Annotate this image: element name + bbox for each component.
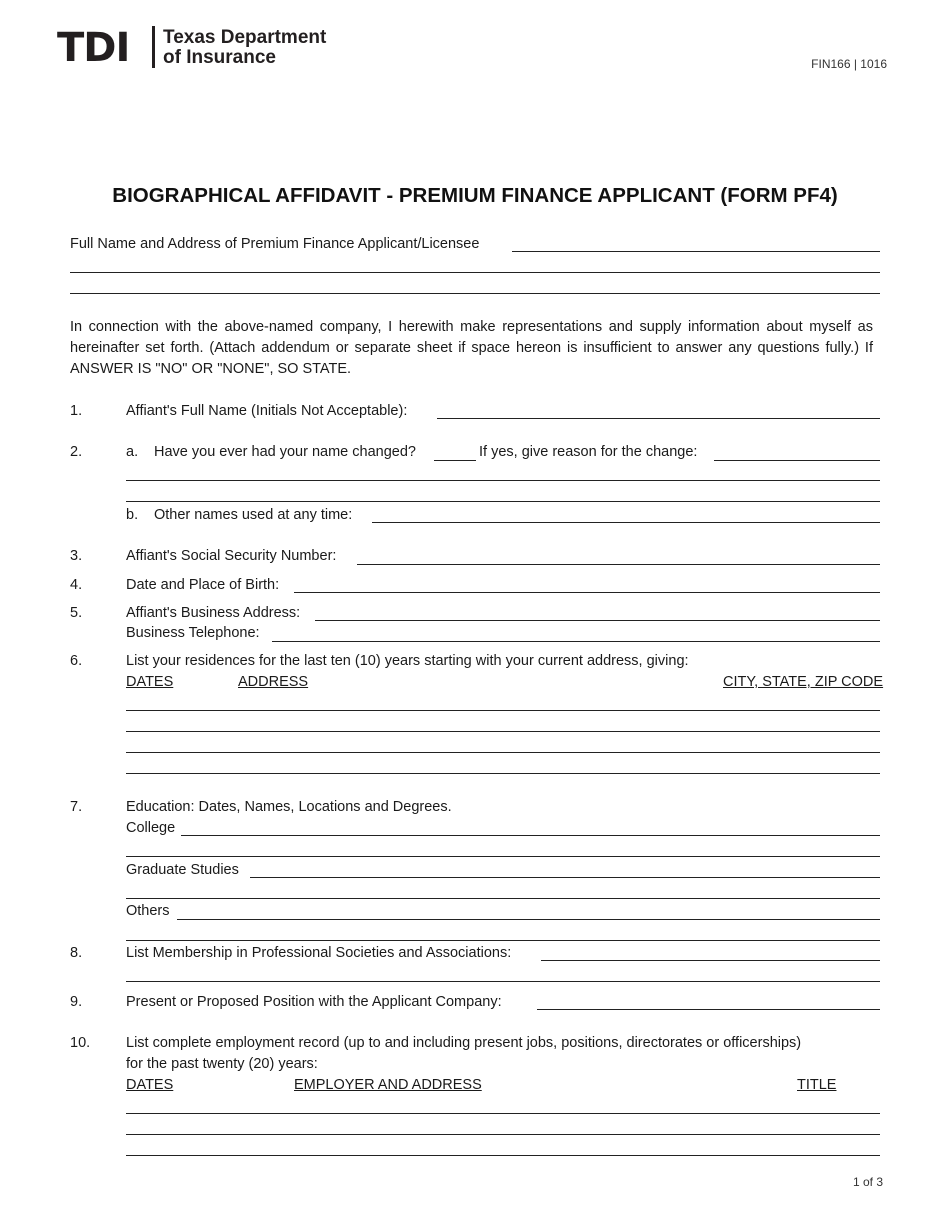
q5-line-2 (272, 641, 880, 642)
q10-line-3 (126, 1155, 880, 1156)
q9-line (537, 1009, 880, 1010)
q6-number: 6. (70, 653, 83, 669)
q10-col-title: TITLE (797, 1077, 837, 1093)
q2-number: 2. (70, 444, 83, 460)
logo-line-1: Texas Department (163, 27, 327, 48)
applicant-address-field-1[interactable] (70, 252, 880, 272)
other-education-field-2[interactable] (126, 920, 880, 940)
q3-label: Affiant's Social Security Number: (126, 548, 337, 564)
q4-number: 4. (70, 577, 83, 593)
q7-label: Education: Dates, Names, Locations and Degrees. (126, 799, 452, 815)
affiant-full-name-field[interactable] (437, 398, 880, 418)
employment-row-field[interactable] (126, 1114, 880, 1134)
page-number: 1 of 3 (852, 1175, 883, 1189)
intro-paragraph: In connection with the above-named company, I herewith make representations and supply information about myself as hereinafter set forth. (Attach addendum or separate sheet if space hereon is insufficient to answer any questions fully.) If ANSWER IS "NO" OR "NONE", SO STATE. (70, 319, 873, 377)
residence-row-field[interactable] (126, 711, 880, 731)
birth-date-place-field[interactable] (294, 572, 880, 592)
q1-line (437, 418, 880, 419)
q2b-line (372, 522, 880, 523)
q1-label: Affiant's Full Name (Initials Not Acceptable): (126, 403, 408, 419)
logo-line-2: of Insurance (163, 47, 276, 68)
logo-divider (152, 26, 155, 68)
q2a-letter: a. (126, 444, 139, 460)
q9-number: 9. (70, 994, 83, 1010)
q9-label: Present or Proposed Position with the Applicant Company: (126, 994, 502, 1010)
q8-label: List Membership in Professional Societies and Associations: (126, 945, 512, 961)
q6-line-4 (126, 773, 880, 774)
q8-number: 8. (70, 945, 83, 961)
applicant-address-field-2[interactable] (70, 273, 880, 293)
name-changed-field[interactable] (434, 440, 476, 460)
applicant-label: Full Name and Address of Premium Finance Applicant/Licensee (70, 236, 480, 252)
other-names-field[interactable] (372, 502, 880, 522)
q5-label: Affiant's Business Address: (126, 605, 301, 621)
memberships-field-2[interactable] (126, 961, 880, 981)
q6-col-address: ADDRESS (238, 674, 309, 690)
form-number: FIN166 | 1016 (811, 57, 887, 71)
employment-row-field[interactable] (126, 1135, 880, 1155)
q10-label-2: for the past twenty (20) years: (126, 1056, 318, 1072)
page-title: BIOGRAPHICAL AFFIDAVIT - PREMIUM FINANCE APPLICANT (FORM PF4) (112, 184, 838, 207)
q2a-label: Have you ever had your name changed? (154, 444, 416, 460)
college-field[interactable] (181, 815, 880, 835)
position-field[interactable] (537, 989, 880, 1009)
residence-row-field[interactable] (126, 690, 880, 710)
applicant-line-3 (70, 293, 880, 294)
name-change-reason-field-2[interactable] (126, 461, 880, 481)
q6-col-dates: DATES (126, 674, 174, 690)
q4-label: Date and Place of Birth: (126, 577, 280, 593)
q10-number: 10. (70, 1035, 91, 1051)
other-education-field[interactable] (177, 899, 880, 919)
q1-number: 1. (70, 403, 83, 419)
q10-col-dates: DATES (126, 1077, 174, 1093)
q10-label: List complete employment record (up to and including present jobs, positions, directorates or officerships) (126, 1035, 802, 1051)
tdi-logo-mark: TDI (57, 25, 130, 71)
employment-row-field[interactable] (126, 1093, 880, 1113)
q4-line (294, 592, 880, 593)
q2b-label: Other names used at any time: (154, 507, 353, 523)
q3-line (357, 564, 880, 565)
ssn-field[interactable] (357, 544, 880, 564)
q7-graduate-label: Graduate Studies (126, 862, 239, 878)
residence-row-field[interactable] (126, 753, 880, 773)
q7-others-label: Others (126, 903, 170, 919)
q7-college-label: College (126, 820, 176, 836)
q5-number: 5. (70, 605, 83, 621)
business-telephone-field[interactable] (272, 621, 880, 641)
q8-line-2 (126, 981, 880, 982)
q6-col-city: CITY, STATE, ZIP CODE (723, 674, 884, 690)
name-change-reason-field[interactable] (714, 440, 880, 460)
college-field-2[interactable] (126, 836, 880, 856)
business-address-field[interactable] (315, 600, 880, 620)
graduate-studies-field[interactable] (250, 857, 880, 877)
applicant-name-field[interactable] (512, 231, 880, 251)
q10-col-employer: EMPLOYER AND ADDRESS (294, 1077, 482, 1093)
q5-phone-label: Business Telephone: (126, 625, 260, 641)
q6-label: List your residences for the last ten (10) years starting with your current address, giving: (126, 653, 689, 669)
memberships-field[interactable] (541, 940, 880, 960)
graduate-studies-field-2[interactable] (126, 878, 880, 898)
q7-number: 7. (70, 799, 83, 815)
q2b-letter: b. (126, 507, 139, 523)
residence-row-field[interactable] (126, 732, 880, 752)
q2a-reason-label: If yes, give reason for the change: (479, 444, 698, 460)
q3-number: 3. (70, 548, 83, 564)
name-change-reason-field-3[interactable] (126, 481, 880, 501)
